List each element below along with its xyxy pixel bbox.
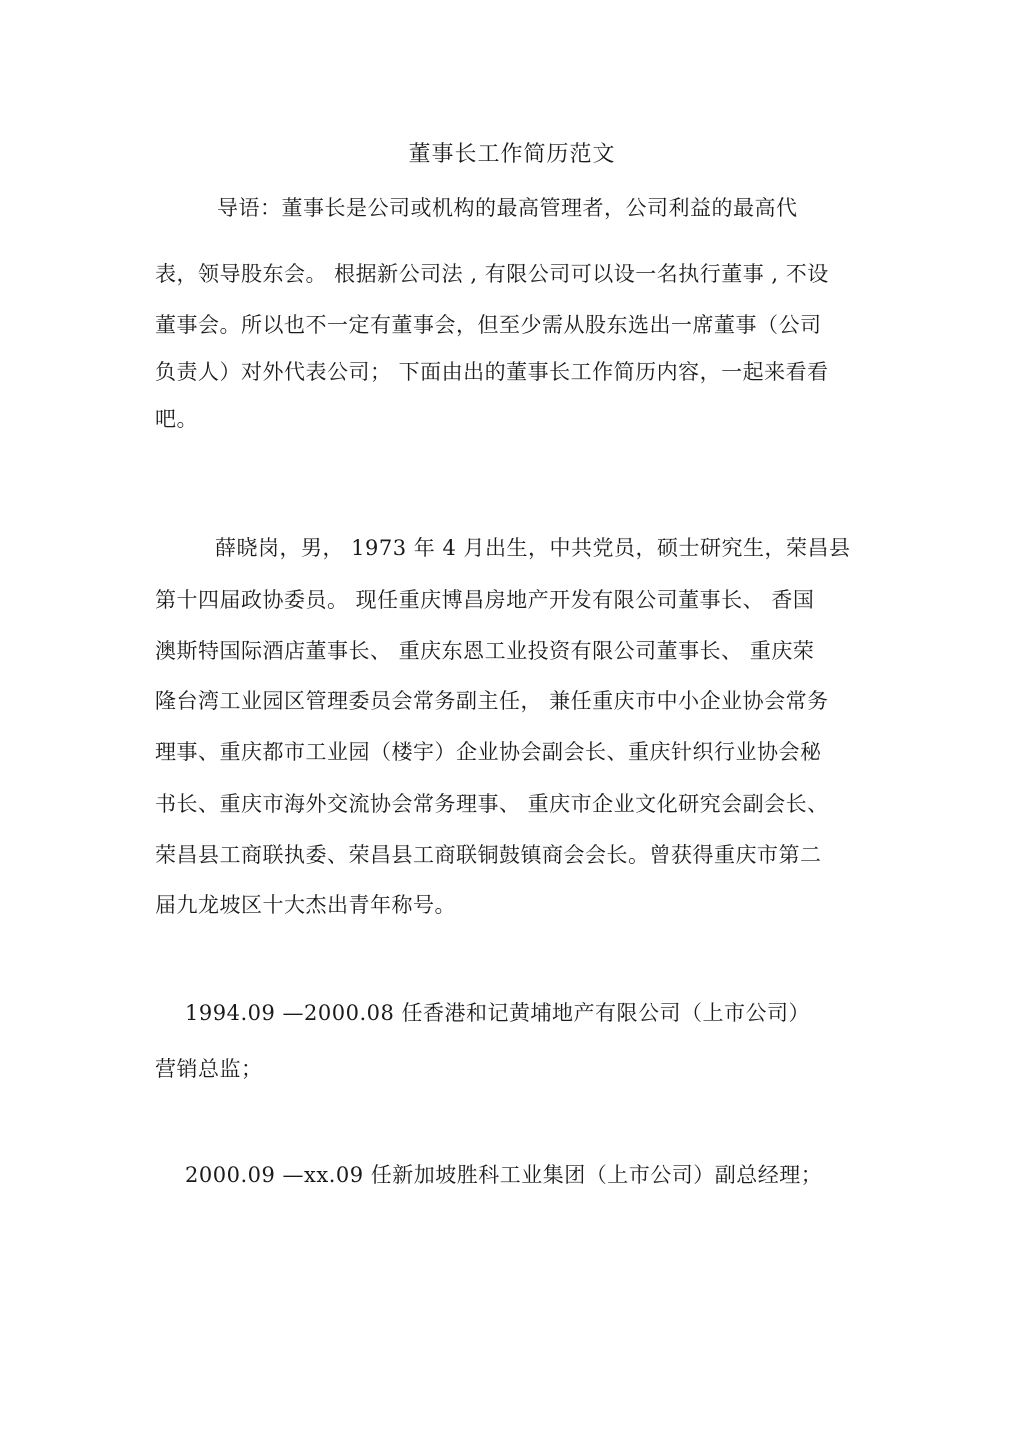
document-title: 董事长工作简历范文 — [408, 142, 616, 167]
career-entry-2-line-1: 2000.09 —xx.09 任新加坡胜科工业集团（上市公司）副总经理； — [185, 1163, 823, 1187]
bio-line-5: 理事、重庆都市工业园（楼宇）企业协会副会长、重庆针织行业协会秘 — [155, 740, 822, 764]
intro-line-5: 吧。 — [155, 407, 198, 431]
bio-line-7: 荣昌县工商联执委、荣昌县工商联铜鼓镇商会会长。曾获得重庆市第二 — [155, 843, 822, 867]
intro-line-4: 负责人）对外代表公司； 下面由出的董事长工作简历内容，一起来看看 — [155, 360, 829, 384]
bio-line-4: 隆台湾工业园区管理委员会常务副主任， 兼任重庆市中小企业协会常务 — [155, 689, 829, 713]
bio-line-2: 第十四届政协委员。 现任重庆博昌房地产开发有限公司董事长、 香国 — [155, 588, 815, 612]
career-entry-1-line-1: 1994.09 —2000.08 任香港和记黄埔地产有限公司（上市公司） — [185, 1001, 811, 1025]
intro-line-1: 导语：董事长是公司或机构的最高管理者，公司利益的最高代 — [217, 196, 798, 220]
bio-line-3: 澳斯特国际酒店董事长、 重庆东恩工业投资有限公司董事长、 重庆荣 — [155, 639, 815, 663]
intro-line-3: 董事会。所以也不一定有董事会，但至少需从股东选出一席董事（公司 — [155, 313, 822, 337]
bio-line-8: 届九龙坡区十大杰出青年称号。 — [155, 893, 456, 917]
career-entry-1-line-2: 营销总监； — [155, 1057, 263, 1081]
intro-line-2: 表，领导股东会。 根据新公司法 , 有限公司可以设一名执行董事 , 不设 — [155, 262, 829, 286]
bio-line-1: 薛晓岗，男， 1973 年 4 月出生，中共党员，硕士研究生，荣昌县 — [215, 536, 851, 560]
bio-line-6: 书长、重庆市海外交流协会常务理事、 重庆市企业文化研究会副会长、 — [155, 792, 829, 816]
